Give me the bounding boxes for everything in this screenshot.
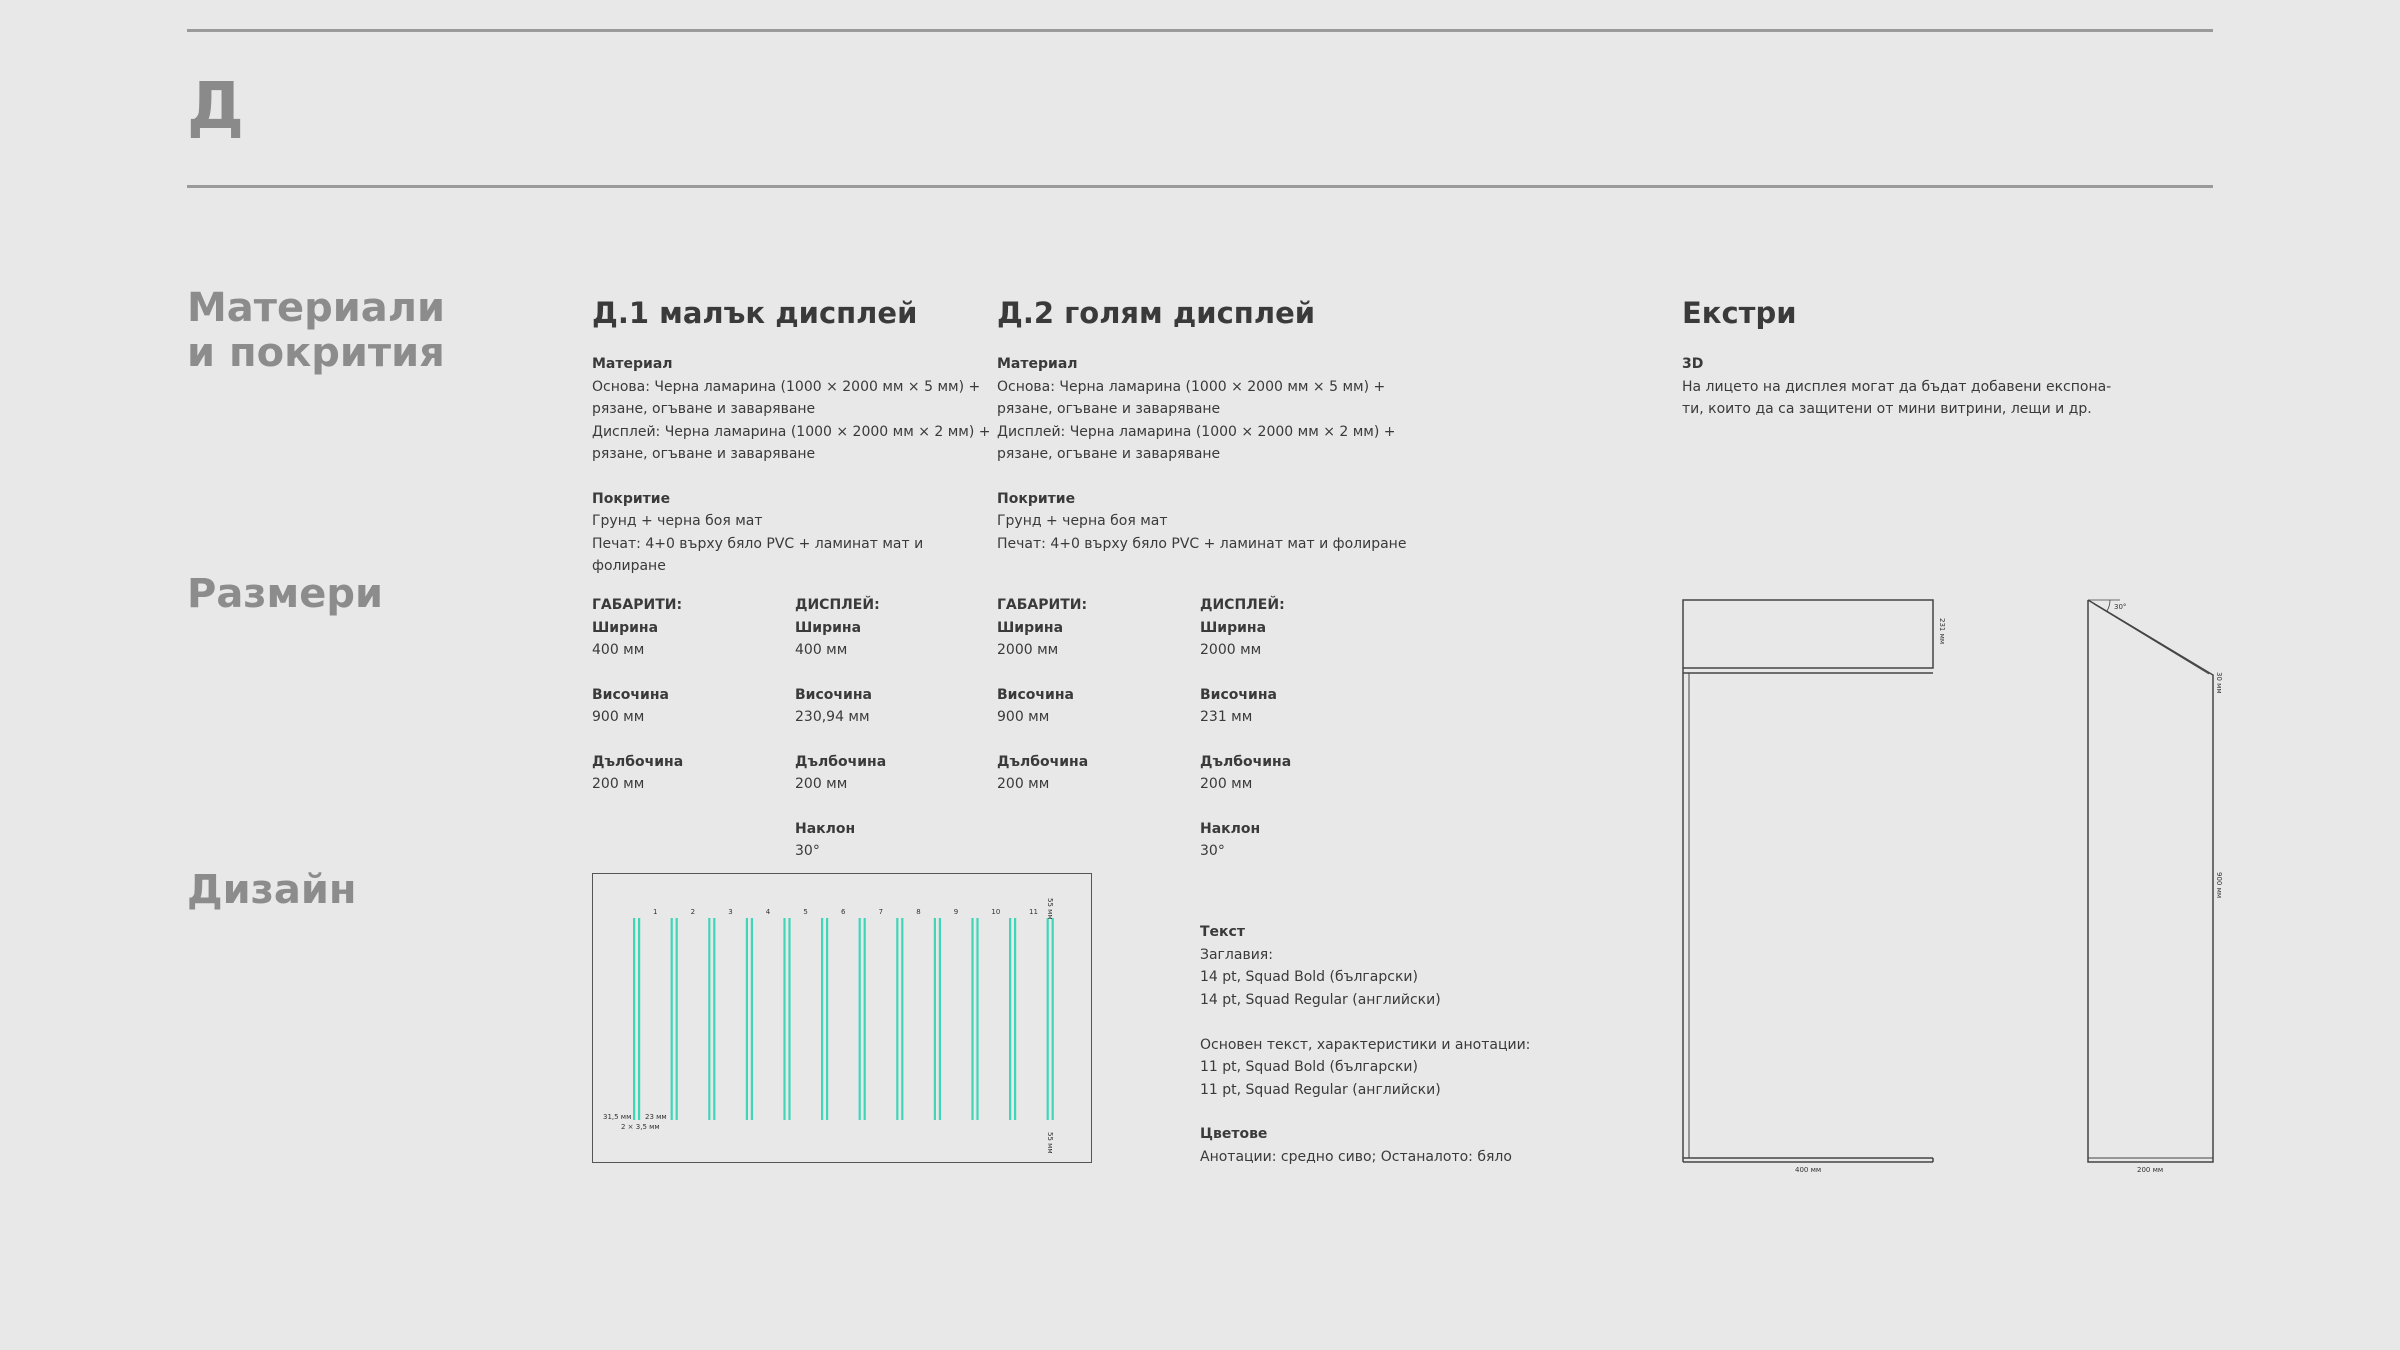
dim-bottom-label: 55 мм: [1046, 1132, 1054, 1154]
d1-coating-label: Покритие: [592, 490, 671, 507]
d2-material-text: Основа: Черна ламарина (1000 × 2000 мм × 5 мм) + рязане, огъване и заваряване Дисплей: Черна ламарина (1000 × 2000 мм × 2 мм) + рязане, огъване и заваряване: [997, 378, 1396, 462]
stripe: [826, 918, 828, 1120]
stripe-number: 5: [803, 908, 808, 916]
dim-gap-label: 23 мм: [645, 1113, 667, 1121]
stripe: [821, 918, 823, 1120]
stripe: [746, 918, 748, 1120]
stripe: [1052, 918, 1054, 1120]
stripe: [788, 918, 790, 1120]
d2-g-height: 900 мм: [997, 709, 1050, 725]
dim-left-label: 31,5 мм: [603, 1113, 632, 1121]
d1-d-tilt: 30°: [795, 843, 820, 859]
d1-d-depth: 200 мм: [795, 776, 848, 792]
front-display-height-label: 231 мм: [1938, 618, 1946, 645]
typography-notes: [1200, 921, 1600, 1168]
d1-g-depth-label: Дълбочина: [592, 753, 684, 770]
extras-title: Екстри: [1682, 296, 1797, 330]
stripe-number: 10: [991, 908, 1001, 916]
colors-text: Анотации: средно сиво; Останалото: бяло: [1200, 1148, 1512, 1165]
design-diagram: [592, 873, 1092, 1163]
d1-display-dims: [795, 594, 985, 885]
stripe: [939, 918, 941, 1120]
dim-top-label: 55 мм: [1046, 898, 1054, 920]
stripe: [859, 918, 861, 1120]
d2-title: Д.2 голям дисплей: [997, 296, 1316, 330]
stripe-number: 7: [878, 908, 884, 916]
d2-display-dims: [1200, 594, 1390, 885]
section-title-dimensions: Размери: [187, 571, 384, 617]
d1-g-height: 900 мм: [592, 709, 645, 725]
d1-g-depth: 200 мм: [592, 776, 645, 792]
stripe-number: 1: [653, 908, 658, 916]
stripe: [713, 918, 715, 1120]
side-angle-label: 30°: [2114, 603, 2127, 611]
stripe: [934, 918, 936, 1120]
d2-gabariti-header: ГАБАРИТИ:: [997, 597, 1088, 613]
top-rule: [187, 29, 2213, 32]
extras-3d-label: 3D: [1682, 356, 1704, 372]
colors-label: Цветове: [1200, 1126, 1268, 1142]
d1-d-height-label: Височина: [795, 686, 872, 703]
d1-display-header: ДИСПЛЕЙ:: [795, 597, 880, 613]
d2-materials: [997, 353, 1417, 555]
text-spec: Заглавия: 14 pt, Squad Bold (български) 14 pt, Squad Regular (английски) Основен текст, характеристики и анотации: 11 pt, Squad Bold (български) 11 pt, Squad Regular (английски): [1200, 946, 1531, 1098]
d2-material-label: Материал: [997, 356, 1078, 372]
stripe: [676, 918, 678, 1120]
stripe: [976, 918, 978, 1120]
stripe: [971, 918, 973, 1120]
d2-d-width-label: Ширина: [1200, 619, 1267, 636]
d1-gabariti-header: ГАБАРИТИ:: [592, 597, 683, 613]
stripe: [671, 918, 673, 1120]
extras-3d-text: На лицето на дисплея могат да бъдат добавени експона- ти, които да са защитени от мини витрини, лещи и др.: [1682, 378, 2112, 417]
d1-d-width-label: Ширина: [795, 619, 862, 636]
d1-g-height-label: Височина: [592, 686, 669, 703]
d1-material-label: Материал: [592, 356, 673, 372]
d2-d-height-label: Височина: [1200, 686, 1277, 703]
stripe: [1009, 918, 1011, 1120]
section-letter: Д: [187, 70, 244, 144]
d1-gabariti: [592, 594, 782, 818]
section-title-materials: Материали и покрития: [187, 285, 446, 376]
side-top-label: 30 мм: [2215, 672, 2223, 694]
d1-d-tilt-label: Наклон: [795, 820, 856, 837]
stripe: [633, 918, 635, 1120]
d2-g-depth: 200 мм: [997, 776, 1050, 792]
d1-g-width-label: Ширина: [592, 619, 659, 636]
section-title-design: Дизайн: [187, 867, 357, 913]
d1-materials: [592, 353, 992, 578]
stripe: [1047, 918, 1049, 1120]
stripe-number: 8: [916, 908, 921, 916]
stripe-number: 9: [953, 908, 959, 916]
d1-d-height: 230,94 мм: [795, 709, 870, 725]
stripe: [708, 918, 710, 1120]
d2-gabariti: [997, 594, 1187, 818]
d2-coating-label: Покритие: [997, 490, 1076, 507]
stripe-diagram-svg: [593, 874, 1091, 1162]
text-label: Текст: [1200, 924, 1245, 940]
d2-g-width: 2000 мм: [997, 642, 1059, 658]
stripe-number: 4: [765, 908, 771, 916]
stripe: [901, 918, 903, 1120]
stripe: [1014, 918, 1016, 1120]
d2-coating-text: Грунд + черна боя мат Печат: 4+0 върху бяло PVC + ламинат мат и фолиране: [997, 513, 1407, 552]
d1-g-width: 400 мм: [592, 642, 645, 658]
d2-display-header: ДИСПЛЕЙ:: [1200, 597, 1285, 613]
d2-d-tilt: 30°: [1200, 843, 1225, 859]
extras-3d: [1682, 353, 2132, 421]
d1-material-text: Основа: Черна ламарина (1000 × 2000 мм × 5 мм) + рязане, огъване и заваряване Дисплей: Черна ламарина (1000 × 2000 мм × 2 мм) + рязане, огъване и заваряване: [592, 378, 991, 462]
d2-g-depth-label: Дълбочина: [997, 753, 1089, 770]
stripe-number: 2: [690, 908, 696, 916]
d1-d-depth-label: Дълбочина: [795, 753, 887, 770]
d1-title: Д.1 малък дисплей: [592, 296, 918, 330]
side-profile: [2088, 600, 2213, 1162]
d2-d-width: 2000 мм: [1200, 642, 1262, 658]
d1-coating-text: Грунд + черна боя мат Печат: 4+0 върху бяло PVC + ламинат мат и фолиране: [592, 513, 924, 574]
front-view-drawing: [1675, 590, 1945, 1180]
side-view-drawing: [2080, 590, 2223, 1180]
d2-g-height-label: Височина: [997, 686, 1074, 703]
stripe: [638, 918, 640, 1120]
d2-d-depth: 200 мм: [1200, 776, 1253, 792]
stripe-number: 11: [1029, 908, 1038, 916]
stripe-number: 6: [841, 908, 846, 916]
stripe: [896, 918, 898, 1120]
header-rule: [187, 185, 2213, 188]
stripe: [864, 918, 866, 1120]
d2-d-tilt-label: Наклон: [1200, 820, 1261, 837]
d2-d-depth-label: Дълбочина: [1200, 753, 1292, 770]
stripe-number: 3: [728, 908, 733, 916]
side-height-label: 900 мм: [2215, 872, 2223, 899]
front-display-panel: [1683, 600, 1933, 668]
dim-pair-label: 2 × 3,5 мм: [621, 1123, 660, 1131]
d2-g-width-label: Ширина: [997, 619, 1064, 636]
d2-d-height: 231 мм: [1200, 709, 1253, 725]
stripe: [751, 918, 753, 1120]
stripe: [783, 918, 785, 1120]
front-width-label: 400 мм: [1795, 1166, 1822, 1174]
side-depth-label: 200 мм: [2137, 1166, 2164, 1174]
d1-d-width: 400 мм: [795, 642, 848, 658]
